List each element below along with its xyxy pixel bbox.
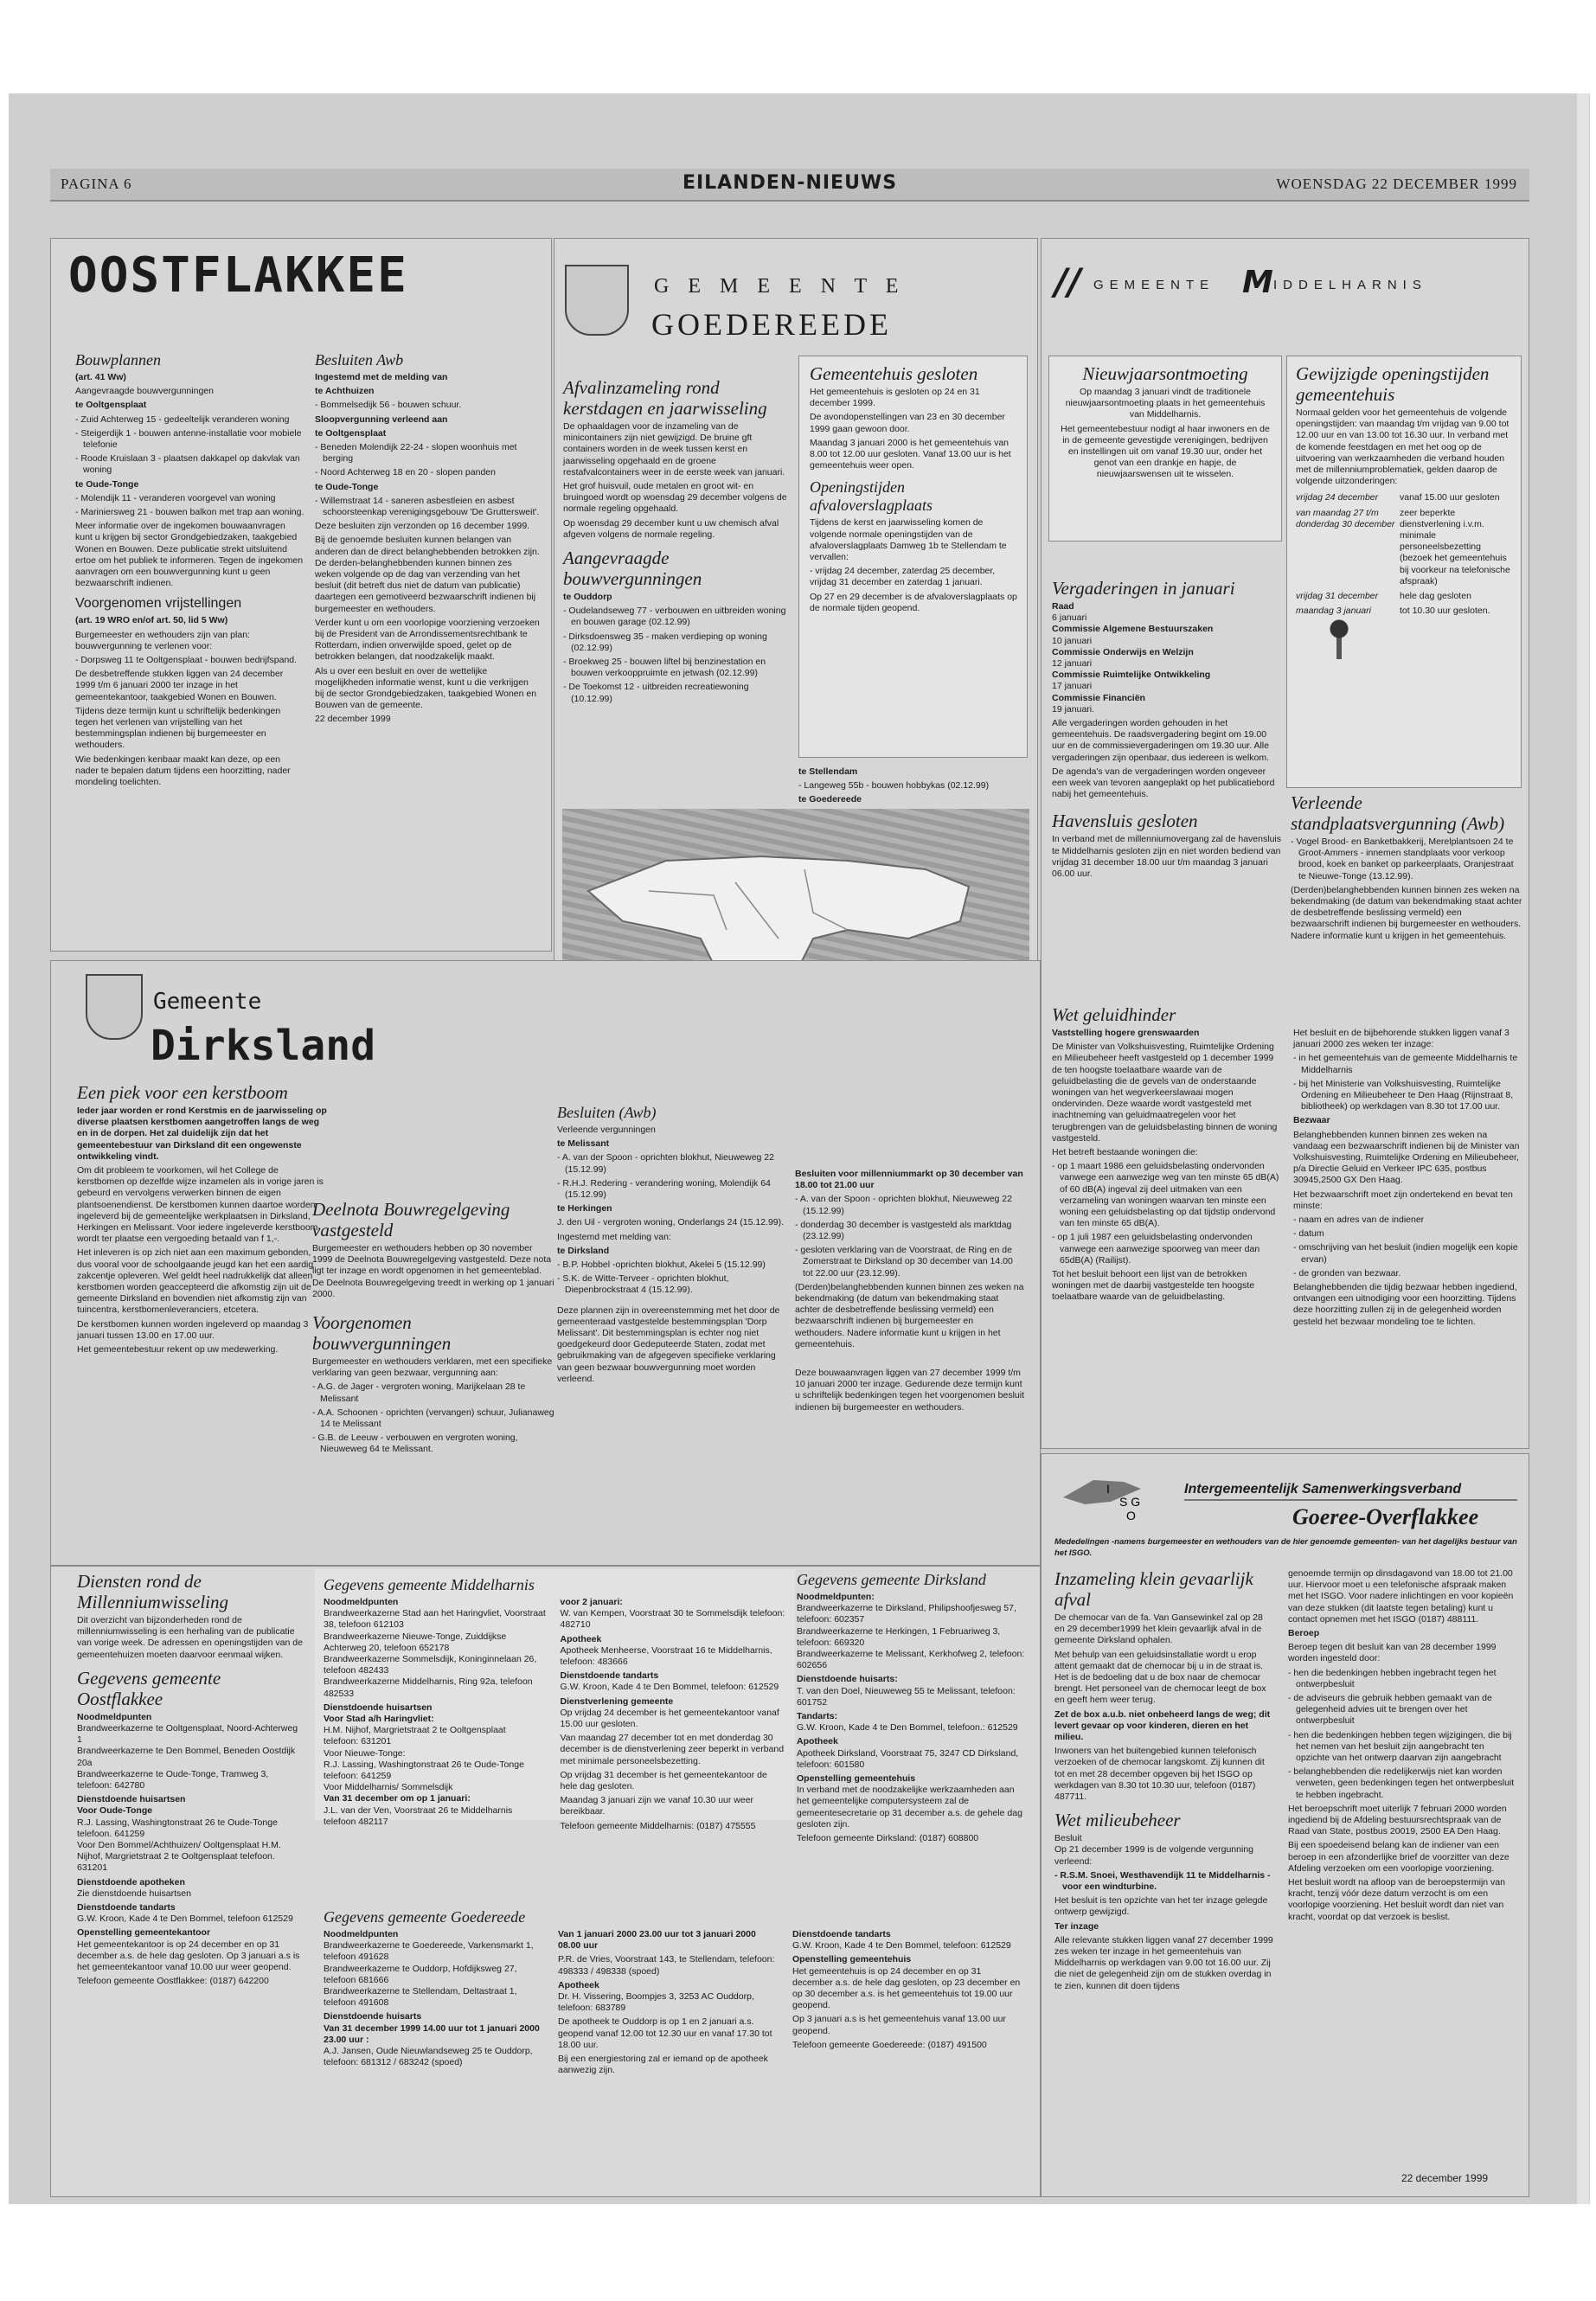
- gr-col1: Noodmeldpunten Brandweerkazerne te Goedereede, Varkensmarkt 1, telefoon 491628 Brandweerkazerne te Ouddorp, Hofdijksweg 27, telefoon 681666 Brandweerkazerne te Stellendam, Deltastraat 1, telefoon 491608 Dienstdoende huisarts Van 31 december 1999 14.00 uur tot 1 januari 2000 23.00 uur : A.J. Jansen, Oude Nieuwlandseweg 25 te Ouddorp, telefoon: 681312 / 683242 (spoed): [324, 1929, 540, 2068]
- dirksland-gegevens: Gegevens gemeente Dirksland Noodmeldpunten: Brandweerkazerne te Dirksland, Philipshoofjesweg 57, telefoon: 602357 Brandweerkazerne te Herkingen, 1 Februariweg 3, telefoon: 669320 Brandweerkazerne te Melissant, Kerkhofweg 2, telefoon: 602656 Dienstdoende huisarts: T. van den Doel, Nieuweweg 55 te Melissant, telefoon: 601752 Tandarts: G.W. Kroon, Kade 4 te Den Bommel, telefoon.: 612529 Apotheek Apotheek Dirksland, Voorstraat 75, 3247 CD Dirksland, telefoon: 601580 Openstelling gemeentehuis In verband met de noodzakelijke werkzaamheden aan het gemeentelijke computersysteem zal de gemeentesecretarie op 31 december a.s. de gehele dag gesloten zijn. Telefoon gemeente Dirksland: (0187) 608800: [797, 1571, 1025, 1844]
- goedereede-gegevens: [324, 1908, 1024, 2079]
- geluid-col2: Het besluit en de bijbehorende stukken liggen vanaf 3 januari 2000 zes weken ter inzage: - in het gemeentehuis van de gemeente Middelharnis te Middelharnis - bij het Ministerie van Volkshuisvesting, Ruimtelijke Ordening en Milieubeheer te Den Haag (Rijnstraat 8, bibliotheek) op werkdagen van 8.30 tot 17.00 uur. Bezwaar Belanghebbenden kunnen binnen zes weken na vandaag een bezwaarschrift indienen bij de Minister van Volkshuisvesting, Ruimtelijke Ordening en Milieubeheer, p/a Directie Geluid en Verkeer IPC 635, postbus 30945,2500 GX Den Haag. Het bezwaarschrift moet zijn ondertekend en bevat ten minste: - naam en adres van de indiener - datum - omschrijving van het besluit (indien mogelijk een kopie ervan) - de gronden van bezwaar. Belanghebbenden die tijdig bezwaar hebben ingediend, ontvangen een uitnodiging voor een hoorzitting. Tijdens deze hoorzitting zullen zij in de gelegenheid worden gesteld het bezwaar mondeling toe te lichten.: [1293, 1028, 1520, 1327]
- gewijzigd-table: [1296, 490, 1512, 619]
- besluiten-awb-body: Ingestemd met de melding van te Achthuizen - Bommelsedijk 56 - bouwen schuur. Sloopvergunning verleend aan te Ooltgensplaat - Beneden Molendijk 22-24 - slopen woonhuis met berging - Noord Achterweg 18 en 20 - slopen panden te Oude-Tonge - Willemstraat 14 - saneren asbestleien en asbest schoorsteenkap verenigingsgebouw 'De Gruttersweit'. Deze besluiten zijn verzonden op 16 december 1999. Bij de genoemde besluiten kunnen belangen van anderen dan de direct belanghebbenden betrokken zijn. De derden-belanghebbenden kunnen binnen zes weken volgende op de dag van verzending van het besluit (dit betreft dus niet de datum van publicatie) daartegen een gemotiveerd bezwaarschrift indienen bij burgemeester en wethouders. Verder kunt u om een voorlopige voorziening verzoeken bij de President van de Arrondissementsrechtbank te Rotterdam, indien onverwijlde spoed, gelet op de betrokken belangen, dat noodzakelijk maakt. Als u over een besluit en over de wettelijke mogelijkheden informatie wenst, kunt u die verkrijgen bij de sector Grondgebiedzaken, taakgebied Wonen en Bouwen van de gemeente. 22 december 1999: [315, 372, 540, 725]
- vrijstellingen-heading: Voorgenomen vrijstellingen: [75, 596, 242, 612]
- middelharnis-name: IDDELHARNIS: [1273, 278, 1427, 292]
- gr-col2: Van 1 januari 2000 23.00 uur tot 3 januari 2000 08.00 uur P.R. de Vries, Voorstraat 143, te Stellendam, telefoon: 498333 / 498338 (spoed) Apotheek Dr. H. Vissering, Boompjes 3, 3253 AC Ouddorp, telefoon: 683789 De apotheek te Ouddorp is op 1 en 2 januari a.s. geopend vanaf 12.00 tot 12.30 uur en vanaf 17.30 tot 18.00 uur. Bij een energiestoring zal er iemand op de apotheek aanwezig zijn.: [558, 1929, 775, 2076]
- goedereede-col1: Afvalinzameling rond kerstdagen en jaarwisseling De ophaaldagen voor de inzameling van de minicontainers zijn niet gewijzigd. De bruine gft containers worden in de week tussen kerst en jaarwisseling opgehaald en de groene restafvalcontainers weer in de eerste week van januari. Het grof huisvuil, oude metalen en groot wit- en bruingoed wordt op woensdag 29 december volgens de normale regeling opgehaald. Op woensdag 29 december kunt u uw chemisch afval afgeven volgens de normale regeling. Aangevraagde bouwvergunningen te Ouddorp - Oudelandseweg 77 - verbouwen en uitbreiden woning en bouwen garage (02.12.99) - Dirksdoensweg 35 - maken verdieping op woning (02.12.99) - Broekweg 25 - bouwen liftel bij benzinestation en bouwen verkooppruimte en jetwash (02.12.99) - De Toekomst 12 - uitbreiden recreatiewoning (10.12.99): [563, 377, 790, 708]
- dirksland-besluiten-heading: Besluiten (Awb): [557, 1104, 657, 1121]
- bouwplannen-body: (art. 41 Ww) Aangevraagde bouwvergunningen te Ooltgensplaat - Zuid Achterweg 15 - gedeeltelijk veranderen woning - Steigerdijk 1 - bouwen antenne-installatie voor mobiele telefonie - Roode Kruislaan 3 - plaatsen dakkapel op dakvlak van woning te Oude-Tonge - Molendijk 11 - veranderen voorgevel van woning - Mariniersweg 21 - bouwen balkon met trap aan woning. Meer informatie over de ingekomen bouwaanvragen kunt u krijgen bij sector Grondgebiedzaken, taakgebied Wonen en Bouwen. Deze publicatie strekt uitsluitend ertoe om het publiek te informeren. Tegen de ingekomen aanvragen om een bouwvergunning kunt u geen bezwaarschrift indienen.: [75, 372, 304, 589]
- gemeentehuis-gesloten-box: Gemeentehuis gesloten Het gemeentehuis is gesloten op 24 en 31 december 1999. De avondopenstellingen van 23 en 30 december 1999 gaan gewoon door. Maandag 3 januari 2000 is het gemeentehuis van 8.00 tot 12.00 uur gesloten. Vanaf 13.00 uur is het gemeentehuis weer open. Openingstijden afvaloverslagplaats Tijdens de kerst en jaarwisseling komen de volgende normale openingstijden van de afvaloverslagplaats Damweg 1b te Stellendam te vervallen: - vrijdag 24 december, zaterdag 25 december, vrijdag 31 december en zaterdag 1 januari. Op 27 en 29 december is de afvaloverslagplaats op de normale tijden geopend.: [798, 356, 1028, 758]
- oostflakkee-col1: [75, 351, 304, 791]
- gewijzigd-intro: Normaal gelden voor het gemeentehuis de volgende openingstijden: van maandag t/m vrijdag van 9.00 tot 12.00 uur en van 13.00 tot 16.30 uur. In verband met de komende feestdagen en met het oog op de uitvoering van werkzaamheden die verband houden met de millenniumproblematiek, gelden daarop de volgende uitzonderingen:: [1296, 407, 1509, 487]
- oostflakkee-title: OOSTFLAKKEE: [68, 247, 408, 304]
- havensluis-heading: Havensluis gesloten: [1052, 811, 1198, 832]
- diensten-section: [50, 1566, 1041, 2197]
- dirksland-besluiten: Besluiten (Awb) Verleende vergunningen te Melissant - A. van der Spoon - oprichten blokhut, Nieuweweg 22 (15.12.99) - R.H.J. Redering - verandering woning, Molendijk 64 (15.12.99) te Herkingen J. den Uil - vergroten woning, Onderlangs 24 (15.12.99). Ingestemd met melding van: te Dirksland - B.P. Hobbel -oprichten blokhut, Akelei 5 (15.12.99) - S.K. de Witte-Terveer - oprichten blokhut, Diepenbrockstraat 4 (15.12.99). Deze plannen zijn in overeenstemming met het door de gemeenteraad vastgestelde bestemmingsplan 'Dorp Melissant'. Dit bestemmingsplan is echter nog niet goedgekeurd door Gedeputeerde Staten, zodat met gebruikmaking van de afgegeven specifieke verklaring van geen bezwaar bouwvergunning moet worden verleend.: [557, 1104, 786, 1388]
- oostflakkee-col2: [315, 351, 540, 728]
- wet-geluidhinder: [1052, 1004, 1523, 1330]
- middelharnis-gemeente: GEMEENTE: [1093, 278, 1215, 292]
- svg-text:O: O: [1126, 1509, 1136, 1522]
- dirksland-gemeente: Gemeente: [153, 989, 262, 1015]
- mh-col2: voor 2 januari: W. van Kempen, Voorstraat 30 te Sommelsdijk telefoon: 482710 Apotheek Apotheek Menheerse, Voorstraat 16 te Middelharnis, telefoon: 483666 Dienstdoende tandarts G.W. Kroon, Kade 4 te Den Bommel, telefoon: 612529 Dienstverlening gemeente Op vrijdag 24 december is het gemeentekantoor vanaf 15.00 uur gesloten. Van maandag 27 december tot en met donderdag 30 december is de dienstverlening zeer beperkt in verband met minimale personeelsbezetting. Op vrijdag 31 december is het gemeentekantoor de hele dag gesloten. Maandag 3 januari zijn we vanaf 10.30 uur weer bereikbaar. Telefoon gemeente Middelharnis: (0187) 475555: [560, 1597, 785, 1831]
- dirksland-section: [50, 960, 1041, 1566]
- deelnota-heading: Deelnota Bouwregelgeving vastgesteld: [312, 1199, 510, 1240]
- isgo-logo-icon: [1059, 1463, 1163, 1523]
- dirksland-millenniummarkt-besluiten: Besluiten voor millenniummarkt op 30 december van 18.00 tot 21.00 uur - A. van der Spoon - oprichten blokhut, Nieuweweg 22 (15.12.99) - donderdag 30 december is vastgesteld als marktdag (23.12.99) - gesloten verklaring van de Voorstraat, de Ring en de Zomerstraat te Dirksland op 30 december van 14.00 tot 22.00 uur (23.12.99). (Derden)belanghebbenden kunnen binnen zes weken na bekendmaking (de datum van bekendmaking staat achter de desbetreffende beslissing vermeld) een bezwaarschrift indienen bij burgemeester en wethouders. Nadere informatie kunt u krijgen in het gemeentehuis. Deze bouwaanvragen liggen van 27 december 1999 t/m 10 januari 2000 ter inzage. Gedurende deze termijn kunt u schriftelijk bedenkingen tegen het voorgenomen besluit indienen bij burgemeester en wethouders.: [795, 1169, 1025, 1413]
- verleende-heading: Verleende standplaatsvergunning (Awb): [1291, 792, 1505, 834]
- goedereede-gemeente: G E M E E N T E: [654, 275, 906, 298]
- middelharnis-gegevens-heading: Gegevens gemeente Middelharnis: [324, 1576, 535, 1593]
- goedereede-crest-icon: [565, 265, 629, 336]
- table-row: van maandag 27 t/m donderdag 30 december zeer beperkte dienstverlening i.v.m. minimale personeelsbezetting (bezoek het gemeentehuis bij voorkeur na telefonische afspraak): [1296, 507, 1510, 586]
- verleende-standplaats: Verleende standplaatsvergunning (Awb) - Vogel Brood- en Banketbakkerij, Merelplantsoen 24 te Groot-Ammers - innemen standplaats voor verkoop brood, koek en banket op parkeerplaats, Oranjestraat te Nieuwe-Tonge (13.12.99). (Derden)belanghebbenden kunnen binnen zes weken na bekendmaking (de datum van bekendmaking staat achter de desbetreffende beslissing vermeld) een bezwaarschrift indienen bij burgemeester en wethouders. Nadere informatie kunt u krijgen in het gemeentehuis.: [1291, 792, 1522, 941]
- isgo-section: [1041, 1453, 1529, 2197]
- inzameling-heading: Inzameling klein gevaarlijk afval: [1054, 1568, 1253, 1610]
- issue-date: WOENSDAG 22 DECEMBER 1999: [1276, 176, 1517, 192]
- middelharnis-gegevens-box: [315, 1569, 795, 1831]
- kerstboom-article: Een piek voor een kerstboom Ieder jaar worden er rond Kerstmis en de jaarwisseling op diverse plaatsen kerstbomen aangetroffen langs de weg en in de dorpen. Het zal duidelijk zijn dat het gemeentebestuur van Dirksland dit een ongewenste ontwikkeling vindt. Om dit probleem te voorkomen, wil het College de kerstbomen op dezelfde wijze inzamelen als in vorige jaren is gebeurd en vervolgens verwerken binnen de eigen plantsoenendienst. De kerstbomen kunnen daartoe worden ingeleverd bij de gemeentelijke werkplaatsen in Dirksland, Herkingen en Melissant. Voor iedere ingeleverde kerstboom wordt ter plaatse een vergoeding betaald van f 1,-. Het inleveren is op zich niet aan een maximum gebonden, dus vooral voor de schoolgaande jeugd kan het een aardig zakcentje opleveren. Wel geldt heel nadrukkelijk dat alleen kerstbomen worden geaccepteerd die afkomstig zijn uit de gemeente Dirksland en bovendien niet afkomstig zijn van tuincentra, kerstbomenleveranciers, etcetera. De kerstbomen kunnen worden ingeleverd op maandag 3 januari tussen 13.00 en 17.00 uur. Het gemeentebestuur rekent op uw medewerking.: [77, 1082, 327, 1356]
- diensten-heading: Diensten rond de Millenniumwisseling: [77, 1571, 228, 1612]
- page-edge: [1577, 93, 1589, 2204]
- voorgenomen-heading: Voorgenomen bouwvergunningen: [312, 1312, 452, 1355]
- isgo-rule: [1184, 1499, 1517, 1501]
- svg-text:I: I: [1106, 1482, 1110, 1496]
- vrijstellingen-body: (art. 19 WRO en/of art. 50, lid 5 Ww) Burgemeester en wethouders zijn van plan: bouwvergunning te verlenen voor: - Dorpsweg 11 te Ooltgensplaat - bouwen bedrijfspand. De desbetreffende stukken liggen van 24 december 1999 t/m 6 januari 2000 ter inzage in het gemeentekantoor, taakgebied Wonen en Bouwen. Tijdens deze termijn kunt u schriftelijk bedenkingen tegen het verlenen van vrijstelling van het bestemmingsplan indienen bij burgemeester en wethouders. Wie bedenkingen kenbaar maakt kan deze, op een nader te bepalen datum tijdens een hoorzitting, nader mondeling toelichten.: [75, 615, 298, 788]
- diensten-col1: Diensten rond de Millenniumwisseling Dit overzicht van bijzonderheden rond de millenniumwisseling is een herhaling van de publicatie van vorige week. De adressen en openingstijden van de gemeentehuizen moeten daarvoor eenmaal wijken. Gegevens gemeente Oostflakkee Noodmeldpunten Brandweerkazerne te Ooltgensplaat, Noord-Achterweg 1 Brandweerkazerne te Den Bommel, Beneden Oostdijk 20a Brandweerkazerne te Oude-Tonge, Tramweg 3, telefoon: 642780 Dienstdoende huisartsen Voor Oude-Tonge R.J. Lassing, Washingtonstraat 26 te Oude-Tonge telefoon. 641259 Voor Den Bommel/Achthuizen/ Ooltgensplaat H.M. Nijhof, Margrietstraat 2 te Ooltgensplaat telefoon. 631201 Dienstdoende apotheken Zie dienstdoende huisartsen Dienstdoende tandarts G.W. Kroon, Kade 4 te Den Bommel, telefoon 612529 Openstelling gemeentekantoor Het gemeentekantoor is op 24 december en op 31 december a.s. de hele dag gesloten. Op 3 januari a.s is het gemeentekantoor vanaf 10.00 uur weer geopend. Telefoon gemeente Oostflakkee: (0187) 642200: [77, 1571, 303, 1987]
- bouwplannen-heading: Bouwplannen: [75, 351, 161, 369]
- middelharnis-section: [1041, 238, 1529, 1449]
- geluid-col1: Vaststelling hogere grenswaarden De Minister van Volkshuisvesting, Ruimtelijke Ordening en Milieubeheer heeft vastgesteld op 1 december 1999 de ten hoogste toelaatbare waarde van de geluidbelasting die de gevels van de onderstaande woningen van het wegverkeerslawaai mogen ondervinden. Deze waarde wordt vastgesteld met inachtneming van geluidmaatregelen voor het terugbrengen van de geluidsbelasting binnen de woning vastgesteld. Het betreft bestaande woningen die: - op 1 maart 1986 een geluidsbelasting ondervonden vanwege een aanwezige weg van ten minste 65 dB(A) of 60 dB(A) ingeval zij deel uitmaken van een verzameling van woningen waarvan ten minste een woning een geluidsbelasting op dat tijdstip ondervond van ten minste 65 dB(A). - op 1 juli 1987 een geluidsbelasting ondervonden vanwege een aanwezige spoorweg van meer dan 65dB(A) (Railijst). Tot het besluit behoort een lijst van de betrokken woningen met de daarbij vastgestelde ten hoogste toelaatbare waarde van de geluidbelasting.: [1052, 1028, 1279, 1303]
- page-number: PAGINA 6: [61, 176, 132, 192]
- middelharnis-letter: M: [1242, 265, 1273, 300]
- besluiten-awb-heading: Besluiten Awb: [315, 351, 404, 369]
- dirksland-crest-icon: [86, 974, 143, 1040]
- gewijzigd-heading: Gewijzigde openingstijden gemeentehuis: [1296, 363, 1490, 405]
- isgo-col2: genoemde termijn op dinsdagavond van 18.00 tot 21.00 uur. Hiervoor moet u een telefonische afspraak maken met het ISGO. Voor nadere inlichtingen en voor kopieën van deze stukken (dit laatste tegen betaling) kunt u contact opnemen met het ISGO (0187) 488111. Beroep Beroep tegen dit besluit kan van 28 december 1999 worden ingesteld door: - hen die bedenkingen hebben ingebracht tegen het ontwerpbesluit - de adviseurs die gebruik hebben gemaakt van de gelegenheid advies uit te brengen over het ontwerpbesluit - hen die bedenkingen hebben tegen wijzigingen, die bij het nemen van het besluit zijn aangebracht ten opzichte van het ontwerp daarvan zijn aangebracht - belanghebbenden die redelijkerwijs niet kan worden verweten, geen bedenkingen tegen het ontwerpbesluit te hebben ingebracht. Het beroepschrift moet uiterlijk 7 februari 2000 worden ingediend bij de Afdeling bestuursrechtspraak van de Raad van State, postbus 20019, 2500 EA Den Haag. Bij een spoedeisend belang kan de indiener van een beroep in een afzonderlijke brief de voorzitter van deze Afdeling verzoeken om een voorlopige voorziening. Het besluit wordt na afloop van de beroepstermijn van kracht, tenzij vóór deze datum verzocht is om een voorlopige voorziening. Het besluit wordt dan niet van kracht, voordat op dat verzoek is beslist.: [1288, 1568, 1515, 1922]
- footer-date: 22 december 1999: [1401, 2172, 1489, 2184]
- afval-heading: Afvalinzameling rond kerstdagen en jaarwisseling: [563, 377, 767, 419]
- isgo-note: Mededelingen -namens burgemeester en wethouders van de hier genoemde gemeenten- van het dagelijks bestuur van het ISGO.: [1054, 1537, 1517, 1559]
- goedereede-gegevens-heading: Gegevens gemeente Goedereede: [324, 1908, 526, 1926]
- goedereede-stellendam: te Stellendam - Langeweg 55b - bouwen hobbykas (02.12.99) te Goedereede: [798, 766, 990, 805]
- geluid-heading: Wet geluidhinder: [1052, 1004, 1176, 1025]
- candle-icon: [1322, 616, 1356, 659]
- oostflakkee-gegevens-heading: Gegevens gemeente Oostflakkee: [77, 1667, 221, 1709]
- deelnota-article: Deelnota Bouwregelgeving vastgesteld Burgemeester en wethouders hebben op 30 november 1999 de Deelnota Bouwregelgeving vastgesteld. Deze nota ligt ter inzage en wordt opgenomen in het gemeenteblad. De Deelnota Bouwregelgeving treedt in werking op 1 januari 2000. Voorgenomen bouwvergunningen Burgemeester en wethouders verklaren, met een specifieke verklaring van geen bezwaar, vergunning aan: - A.G. de Jager - vergroten woning, Marijkelaan 28 te Melissant - A.A. Schoonen - oprichten (vervangen) schuur, Julianaweg 14 te Melissant - G.B. de Leeuw - verbouwen en vergroten woning, Nieuweweg 64 te Melissant.: [312, 1199, 554, 1455]
- mh-col1: Noodmeldpunten Brandweerkazerne Stad aan het Haringvliet, Voorstraat 38, telefoon 612103 Brandweerkazerne Nieuwe-Tonge, Zuiddijkse Achterweg 20, telefoon 652178 Brandweerkazerne Sommelsdijk, Koninginnelaan 26, telefoon 482433 Brandweerkazerne Middelharnis, Ring 92a, telefoon 482533 Dienstdoende huisartsen Voor Stad a/h Haringvliet: H.M. Nijhof, Margrietstraat 2 te Ooltgensplaat telefoon: 631201 Voor Nieuwe-Tonge: R.J. Lassing, Washingtonstraat 26 te Oude-Tonge telefoon: 641259 Voor Middelharnis/ Sommelsdijk Van 31 december om op 1 januari: J.L. van der Ven, Voorstraat 26 te Middelharnis telefoon 482117: [324, 1597, 546, 1827]
- gr-col3: Dienstdoende tandarts G.W. Kroon, Kade 4 te Den Bommel, telefoon: 612529 Openstelling gemeentehuis Het gemeentehuis is op 24 december en op 31 december a.s. de hele dag gesloten, op 23 december en op 30 december a.s. is het gemeentehuis tot 19.00 uur geopend. Op 3 januari a.s is het gemeentehuis vanaf 13.00 uur geopend. Telefoon gemeente Goedereede: (0187) 491500: [792, 1929, 1021, 2050]
- isgo-title: Intergemeentelijk Samenwerkingsverband: [1184, 1482, 1462, 1497]
- middelharnis-logo-icon: //: [1054, 260, 1081, 303]
- milieubeheer-heading: Wet milieubeheer: [1054, 1810, 1181, 1831]
- nieuwjaar-heading: Nieuwjaarsontmoeting: [1082, 363, 1248, 384]
- isgo-col1: Inzameling klein gevaarlijk afval De chemocar van de fa. Van Gansewinkel zal op 28 en 29 december1999 het klein gevaarlijk afval in de gemeente Dirksland ophalen. Met behulp van een geluidsinstallatie wordt u erop attent gemaakt dat de chemocar bij u in de straat is. Het is de bedoeling dat u de box naar de chemocar brengt. Het personeel van de chemocar leegt de box en geeft hem weer terug. Zet de box a.u.b. niet onbeheerd langs de weg; dit levert gevaar op voor kinderen, dieren en het milieu. Inwoners van het buitengebied kunnen telefonisch verzoeken of de chemocar langskomt. Zij kunnen dit tot en met 28 december opgeven bij het ISGO op werkdagen van 8.30 tot 10.30 uur, telefoon (0187) 487711. Wet milieubeheer Besluit Op 21 december 1999 is de volgende vergunning verleend: - R.S.M. Snoei, Westhavendijk 11 te Middelharnis - voor een windturbine. Het besluit is ten opzichte van het ter inzage gelegde ontwerp gewijzigd. Ter inzage Alle relevante stukken liggen vanaf 27 december 1999 zes weken ter inzage in het gemeentehuis van Middelharnis op werkdagen van 9.00 tot 16.00 uur. Zij die niet de gelegenheid zijn om de stukken overdag in te zien, kunnen dit doen tijdens: [1054, 1568, 1275, 1995]
- dirksland-gegevens-heading: Gegevens gemeente Dirksland: [797, 1571, 986, 1588]
- isgo-subtitle: Goeree-Overflakkee: [1292, 1504, 1479, 1529]
- gesloten-heading: Gemeentehuis gesloten: [810, 363, 978, 384]
- svg-text:S G: S G: [1119, 1495, 1141, 1509]
- dirksland-name: Dirksland: [151, 1022, 376, 1070]
- table-row: vrijdag 24 december vanaf 15.00 uur gesloten: [1296, 492, 1500, 503]
- aangevraagde-heading: Aangevraagde bouwvergunningen: [563, 548, 702, 590]
- gewijzigde-openingstijden-box: [1286, 356, 1522, 788]
- table-row: maandag 3 januari tot 10.30 uur gesloten.: [1296, 606, 1490, 617]
- goedereede-name: GOEDEREEDE: [651, 307, 892, 342]
- openingstijden-heading: Openingstijden afvaloverslagplaats: [810, 478, 933, 515]
- kerstboom-heading: Een piek voor een kerstboom: [77, 1082, 288, 1103]
- table-row: vrijdag 31 december hele dag gesloten: [1296, 591, 1471, 602]
- vergaderingen-heading: Vergaderingen in januari: [1052, 578, 1235, 599]
- nieuwjaarsontmoeting-box: Nieuwjaarsontmoeting Op maandag 3 januari vindt de traditionele nieuwjaarsontmoeting plaats in het gemeentehuis van Middelharnis. Het gemeentebestuur nodigt al haar inwoners en de in de gemeente gevestigde verenigingen, bedrijven en instellingen uit om vanaf 19.30 uur, onder het genot van een drankje en hapje, de nieuwjaarswensen uit te wisselen.: [1048, 356, 1282, 542]
- masthead: EILANDEN-NIEUWS: [682, 172, 898, 194]
- oostflakkee-section: [50, 238, 552, 952]
- page-header: [50, 169, 1529, 202]
- vergaderingen: Vergaderingen in januari Raad 6 januari Commissie Algemene Bestuurszaken 10 januari Commissie Onderwijs en Welzijn 12 januari Commissie Ruimtelijke Ontwikkeling 17 januari Commissie Financiën 19 januari. Alle vergaderingen worden gehouden in het gemeentehuis. De raadsvergadering begint om 19.00 uur en de commissievergaderingen om 19.30 uur. Alle vergaderingen zijn openbaar, dus iedereen is welkom. De agenda's van de vergaderingen worden ongeveer een week van tevoren aangeplakt op het publicatiebord nabij het gemeentehuis. Havensluis gesloten In verband met de millenniumovergang zal de havensluis te Middelharnis gesloten zijn en niet worden bediend van vrijdag 31 december 18.00 uur t/m maandag 3 januari 06.00 uur.: [1052, 578, 1281, 880]
